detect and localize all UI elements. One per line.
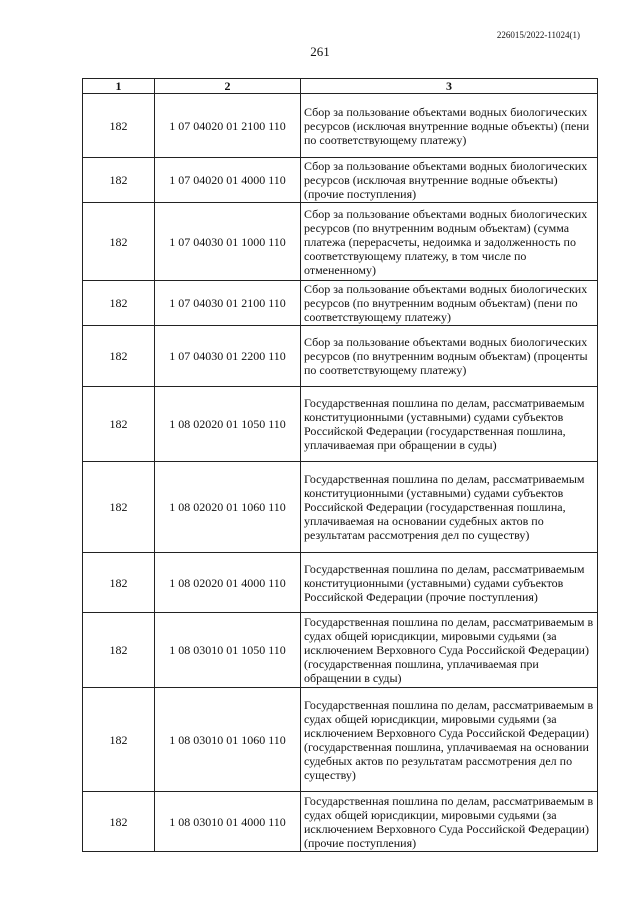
- budget-codes-table: [82, 78, 598, 852]
- table-row: [83, 203, 598, 281]
- budget-code-cell: 1 07 04020 01 2100 110: [155, 94, 301, 158]
- admin-code-cell: 182: [83, 688, 155, 792]
- admin-code-cell: 182: [83, 203, 155, 281]
- admin-code-cell: 182: [83, 326, 155, 387]
- admin-code-cell: 182: [83, 613, 155, 688]
- admin-code-cell: 182: [83, 94, 155, 158]
- description-cell: Государственная пошлина по делам, рассматриваемым в судах общей юрисдикции, мировыми судьями (за исключением Верховного Суда Российской Федерации) (государственная пошлина, уплачиваемая при обращении в суды): [301, 613, 598, 688]
- document-id: 226015/2022-11024(1): [496, 30, 580, 40]
- admin-code-cell: 182: [83, 387, 155, 462]
- table-row: [83, 281, 598, 326]
- table-row: [83, 94, 598, 158]
- budget-code-cell: 1 08 03010 01 4000 110: [155, 792, 301, 852]
- description-cell: Государственная пошлина по делам, рассматриваемым в судах общей юрисдикции, мировыми судьями (за исключением Верховного Суда Российской Федерации) (государственная пошлина, уплачиваемая на основании судебных актов по результатам рассмотрения дел по существу): [301, 688, 598, 792]
- admin-code-cell: 182: [83, 792, 155, 852]
- admin-code-cell: 182: [83, 281, 155, 326]
- table-row: [83, 688, 598, 792]
- description-cell: Государственная пошлина по делам, рассматриваемым конституционными (уставными) судами субъектов Российской Федерации (государственная пошлина, уплачиваемая на основании судебных актов по результатам рассмотрения дел по существу): [301, 462, 598, 553]
- description-cell: Государственная пошлина по делам, рассматриваемым в судах общей юрисдикции, мировыми судьями (за исключением Верховного Суда Российской Федерации) (прочие поступления): [301, 792, 598, 852]
- budget-code-cell: 1 08 02020 01 1060 110: [155, 462, 301, 553]
- page-number: 261: [310, 44, 330, 59]
- budget-code-cell: 1 07 04030 01 2200 110: [155, 326, 301, 387]
- admin-code-cell: 182: [83, 462, 155, 553]
- budget-code-cell: 1 08 02020 01 1050 110: [155, 387, 301, 462]
- column-header-3: 3: [301, 79, 598, 94]
- budget-code-cell: 1 08 03010 01 1050 110: [155, 613, 301, 688]
- column-header-1: 1: [83, 79, 155, 94]
- table-row: [83, 792, 598, 852]
- admin-code-cell: 182: [83, 158, 155, 203]
- admin-code-cell: 182: [83, 553, 155, 613]
- budget-code-cell: 1 07 04030 01 2100 110: [155, 281, 301, 326]
- table-row: [83, 613, 598, 688]
- description-cell: Государственная пошлина по делам, рассматриваемым конституционными (уставными) судами субъектов Российской Федерации (прочие поступления): [301, 553, 598, 613]
- budget-code-cell: 1 07 04020 01 4000 110: [155, 158, 301, 203]
- budget-code-cell: 1 07 04030 01 1000 110: [155, 203, 301, 281]
- description-cell: Сбор за пользование объектами водных биологических ресурсов (исключая внутренние водные объекты) (прочие поступления): [301, 158, 598, 203]
- budget-code-cell: 1 08 03010 01 1060 110: [155, 688, 301, 792]
- description-cell: Сбор за пользование объектами водных биологических ресурсов (по внутренним водным объектам) (сумма платежа (перерасчеты, недоимка и задолженность по соответствующему платежу, в том числе по отмененному): [301, 203, 598, 281]
- description-cell: Сбор за пользование объектами водных биологических ресурсов (по внутренним водным объектам) (проценты по соответствующему платежу): [301, 326, 598, 387]
- table-row: [83, 387, 598, 462]
- table-row: [83, 553, 598, 613]
- table-header-row: [83, 79, 598, 94]
- table-row: [83, 462, 598, 553]
- table-row: [83, 326, 598, 387]
- budget-code-cell: 1 08 02020 01 4000 110: [155, 553, 301, 613]
- description-cell: Сбор за пользование объектами водных биологических ресурсов (исключая внутренние водные объекты) (пени по соответствующему платежу): [301, 94, 598, 158]
- column-header-2: 2: [155, 79, 301, 94]
- description-cell: Государственная пошлина по делам, рассматриваемым конституционными (уставными) судами субъектов Российской Федерации (государственная пошлина, уплачиваемая при обращении в суды): [301, 387, 598, 462]
- table-row: [83, 158, 598, 203]
- description-cell: Сбор за пользование объектами водных биологических ресурсов (по внутренним водным объектам) (пени по соответствующему платежу): [301, 281, 598, 326]
